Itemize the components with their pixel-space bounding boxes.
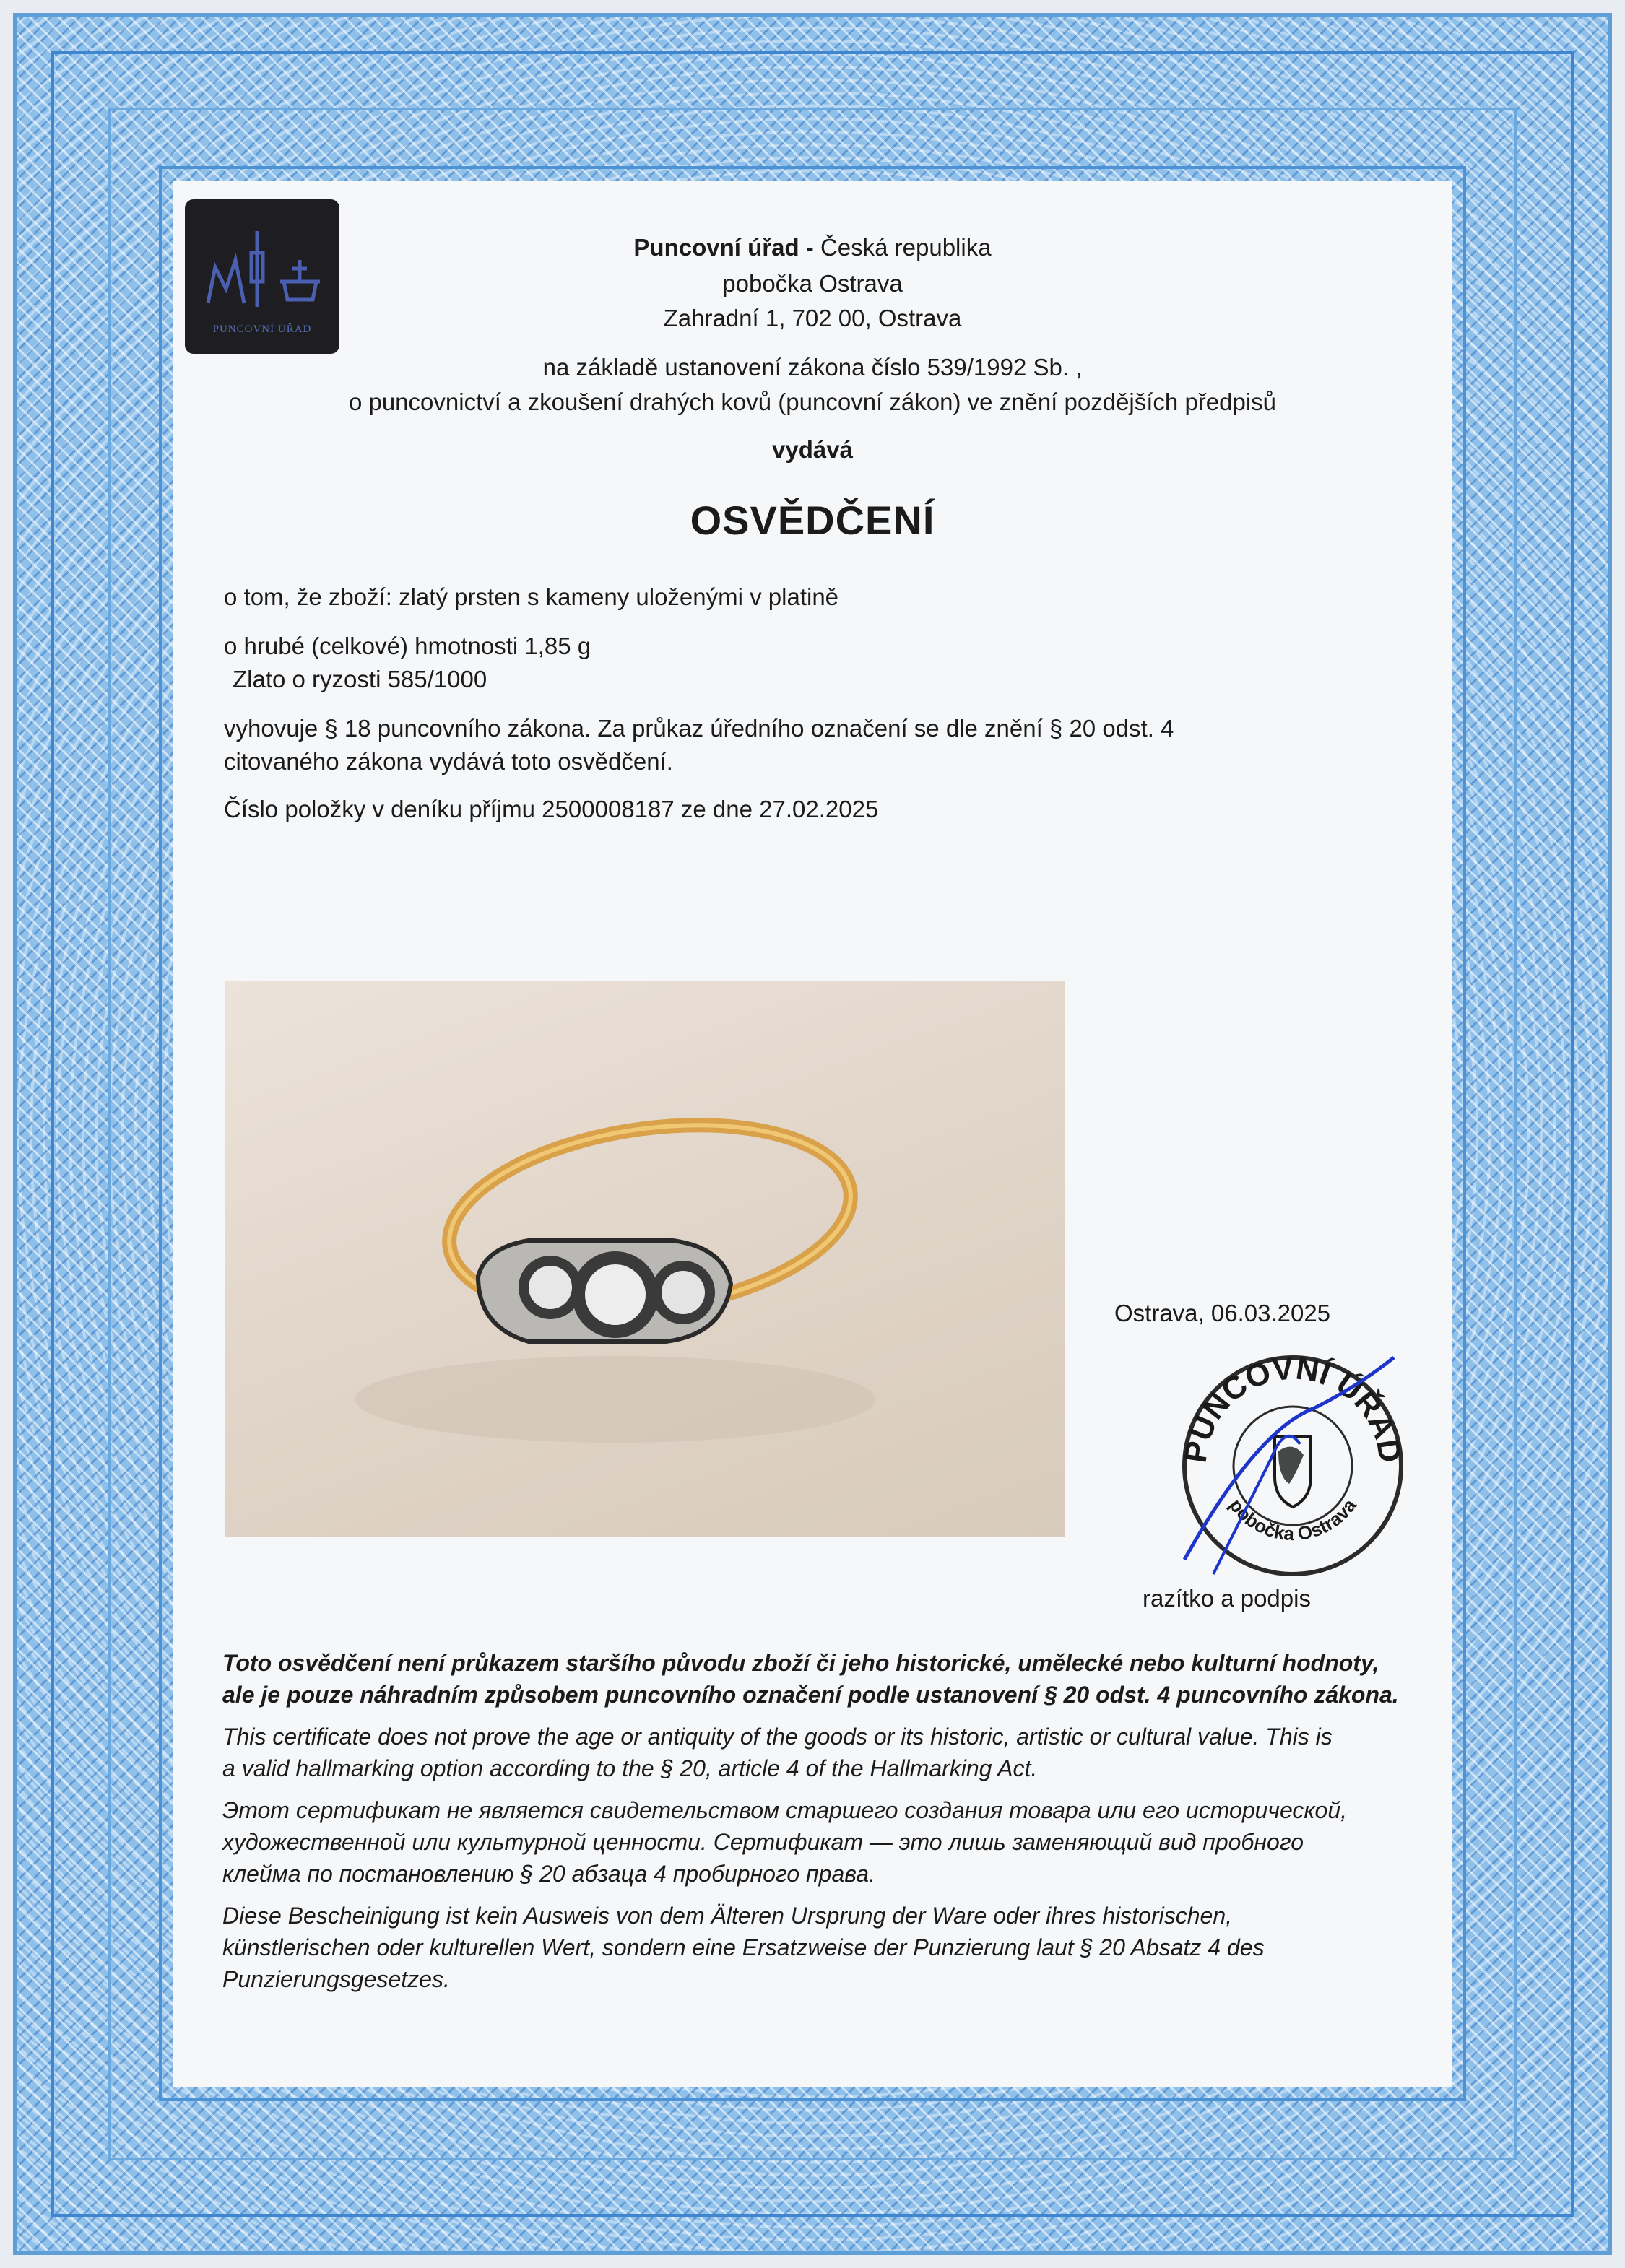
office-address: Zahradní 1, 702 00, Ostrava	[663, 305, 962, 331]
stamp-top-text: PUNCOVNÍ ÚŘAD	[1177, 1350, 1408, 1465]
disclaimer-en-1: This certificate does not prove the age or antiquity of the goods or its historic, artistic or cultural value. This is	[222, 1724, 1332, 1750]
issues-label: vydává	[772, 436, 853, 463]
law-line-2: o puncovnictví a zkoušení drahých kovů (puncovní zákon) ve znění pozdějších předpisů	[348, 388, 1277, 415]
disclaimer-de-1: Diese Bescheinigung ist kein Ausweis von dem Älteren Ursprung der Ware oder ihres historischen,	[222, 1903, 1233, 1929]
logo-text: PUNCOVNÍ ÚŘAD	[212, 323, 312, 335]
official-stamp	[1170, 1343, 1416, 1589]
stamp-bottom-text: pobočka Ostrava	[1225, 1494, 1361, 1545]
disclaimer-de-3: Punzierungsgesetzes.	[222, 1966, 450, 1992]
law-line-1: na základě ustanovení zákona číslo 539/1992 Sb. ,	[542, 354, 1083, 381]
office-name-country: Česká republika	[813, 234, 992, 261]
compliance-line-2: citovaného zákona vydává toto osvědčení.	[224, 748, 673, 775]
disclaimer-cz-1: Toto osvědčení není průkazem staršího původu zboží či jeho historické, umělecké nebo kulturní hodnoty,	[222, 1650, 1379, 1676]
disclaimer-en-2: a valid hallmarking option according to the § 20, article 4 of the Hallmarking Act.	[222, 1755, 1038, 1781]
disclaimer-de-2: künstlerischen oder kulturellen Wert, sondern eine Ersatzweise der Punzierung laut § 20 Absatz 4 des	[222, 1934, 1265, 1960]
disclaimer-ru-3: клейма по постановлению § 20 абзаца 4 пробирного права.	[222, 1861, 875, 1887]
office-name-bold: Puncovní úřad -	[633, 234, 814, 261]
disclaimer-cz-2: ale je pouze náhradním způsobem puncovního označení podle ustanovení § 20 odst. 4 puncovního zákona.	[222, 1682, 1399, 1708]
certificate-title: OSVĚDČENÍ	[690, 498, 935, 543]
signature-label: razítko a podpis	[1143, 1585, 1311, 1612]
disclaimer-ru-1: Этот сертификат не является свидетельством старшего создания товара или его исторической,	[222, 1797, 1348, 1823]
goods-line: o tom, že zboží: zlatý prsten s kameny uloženými v platině	[224, 583, 839, 610]
office-name	[217, 231, 1408, 264]
ring-photo	[225, 981, 1065, 1537]
record-line: Číslo položky v deníku příjmu 2500008187 ze dne 27.02.2025	[224, 796, 879, 822]
weight-line: o hrubé (celkové) hmotnosti 1,85 g	[224, 633, 592, 659]
disclaimer-ru-2: художественной или культурной ценности. Сертификат — это лишь заменяющий вид пробного	[222, 1829, 1304, 1855]
office-branch: pobočka Ostrava	[722, 270, 903, 297]
ring-illustration	[225, 981, 1065, 1537]
compliance-line-1: vyhovuje § 18 puncovního zákona. Za průkaz úředního označení se dle znění § 20 odst. 4	[224, 715, 1174, 742]
fineness-line: Zlato o ryzosti 585/1000	[233, 666, 488, 692]
place-date: Ostrava, 06.03.2025	[1114, 1300, 1331, 1326]
